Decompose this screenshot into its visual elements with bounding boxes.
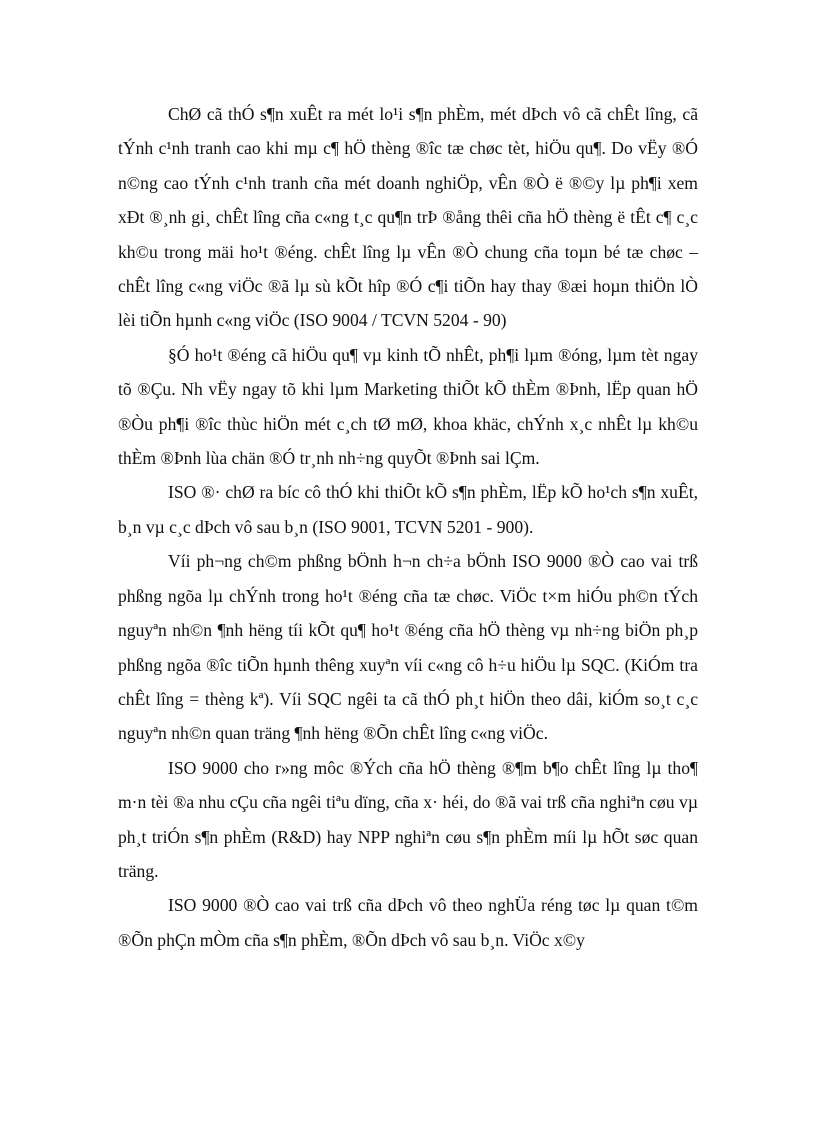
- paragraph-1: ChØ cã thÓ s¶n xuÊt ra mét lo¹i s¶n phÈm, mét dÞch vô cã chÊt lîng, cã tÝnh c¹nh tranh cao khi mµ c¶ hÖ thèng ®îc tæ chøc tèt, hiÖu qu¶. Do vËy ®Ó n©ng cao tÝnh c¹nh tranh cña mét doanh nghiÖp, vÊn ®Ò ë ®©y lµ ph¶i xem xÐt ®¸nh gi¸ chÊt lîng cña c«ng t¸c qu¶n trÞ ®ång thêi cña hÖ thèng ë tÊt c¶ c¸c kh©u trong mäi ho¹t ®éng. chÊt lîng lµ vÊn ®Ò chung cña toµn bé tæ chøc – chÊt lîng c«ng viÖc ®ã lµ sù kÕt hîp ®Ó c¶i tiÕn hay thay ®æi hoµn thiÖn lÒ lèi tiÕn hµnh c«ng viÖc (ISO 9004 / TCVN 5204 - 90): [118, 104, 698, 331]
- paragraph-3: ISO ®· chØ ra bíc cô thÓ khi thiÕt kÕ s¶n phÈm, lËp kÕ ho¹ch s¶n xuÊt, b¸n vµ c¸c dÞch vô sau b¸n (ISO 9001, TCVN 5201 - 900).: [118, 482, 698, 537]
- paragraph-4: Víi ph¬ng ch©m phßng bÖnh h¬n ch÷a bÖnh ISO 9000 ®Ò cao vai trß phßng ngõa lµ chÝnh trong ho¹t ®éng cña tæ chøc. ViÖc t×m hiÓu ph©n tÝch nguyªn nh©n ¶nh hëng tíi kÕt qu¶ ho¹t ®éng cña hÖ thèng vµ nh÷ng biÖn ph¸p phßng ngõa ®îc tiÕn hµnh thêng xuyªn víi c«ng cô h÷u hiÖu lµ SQC. (KiÓm tra chÊt lîng = thèng kª). Víi SQC ngêi ta cã thÓ ph¸t hiÖn theo dâi, kiÓm so¸t c¸c nguyªn nh©n quan träng ¶nh hëng ®Õn chÊt lîng c«ng viÖc.: [118, 551, 698, 744]
- body-text: [118, 97, 698, 957]
- paragraph-5: ISO 9000 cho r»ng môc ®Ých cña hÖ thèng ®¶m b¶o chÊt lîng lµ tho¶ m·n tèi ®a nhu cÇu cña ngêi tiªu dïng, cña x· héi, do ®ã vai trß cña nghiªn cøu vµ ph¸t triÓn s¶n phÈm (R&D) hay NPP nghiªn cøu s¶n phÈm míi lµ hÕt søc quan träng.: [118, 757, 698, 881]
- paragraph-6: ISO 9000 ®Ò cao vai trß cña dÞch vô theo nghÜa réng tøc lµ quan t©m ®Õn phÇn mÒm cña s¶n phÈm, ®Õn dÞch vô sau b¸n. ViÖc x©y: [118, 895, 698, 950]
- paragraph-2: §Ó ho¹t ®éng cã hiÖu qu¶ vµ kinh tÕ nhÊt, ph¶i lµm ®óng, lµm tèt ngay tõ ®Çu. Nh vËy ngay tõ khi lµm Marketing thiÕt kÕ thÈm ®Þnh, lËp quan hÖ ®Òu ph¶i ®îc thùc hiÖn mét c¸ch tØ mØ, khoa khäc, chÝnh x¸c nhÊt lµ kh©u thÈm ®Þnh lùa chän ®Ó tr¸nh nh÷ng quyÕt ®Þnh sai lÇm.: [118, 344, 698, 469]
